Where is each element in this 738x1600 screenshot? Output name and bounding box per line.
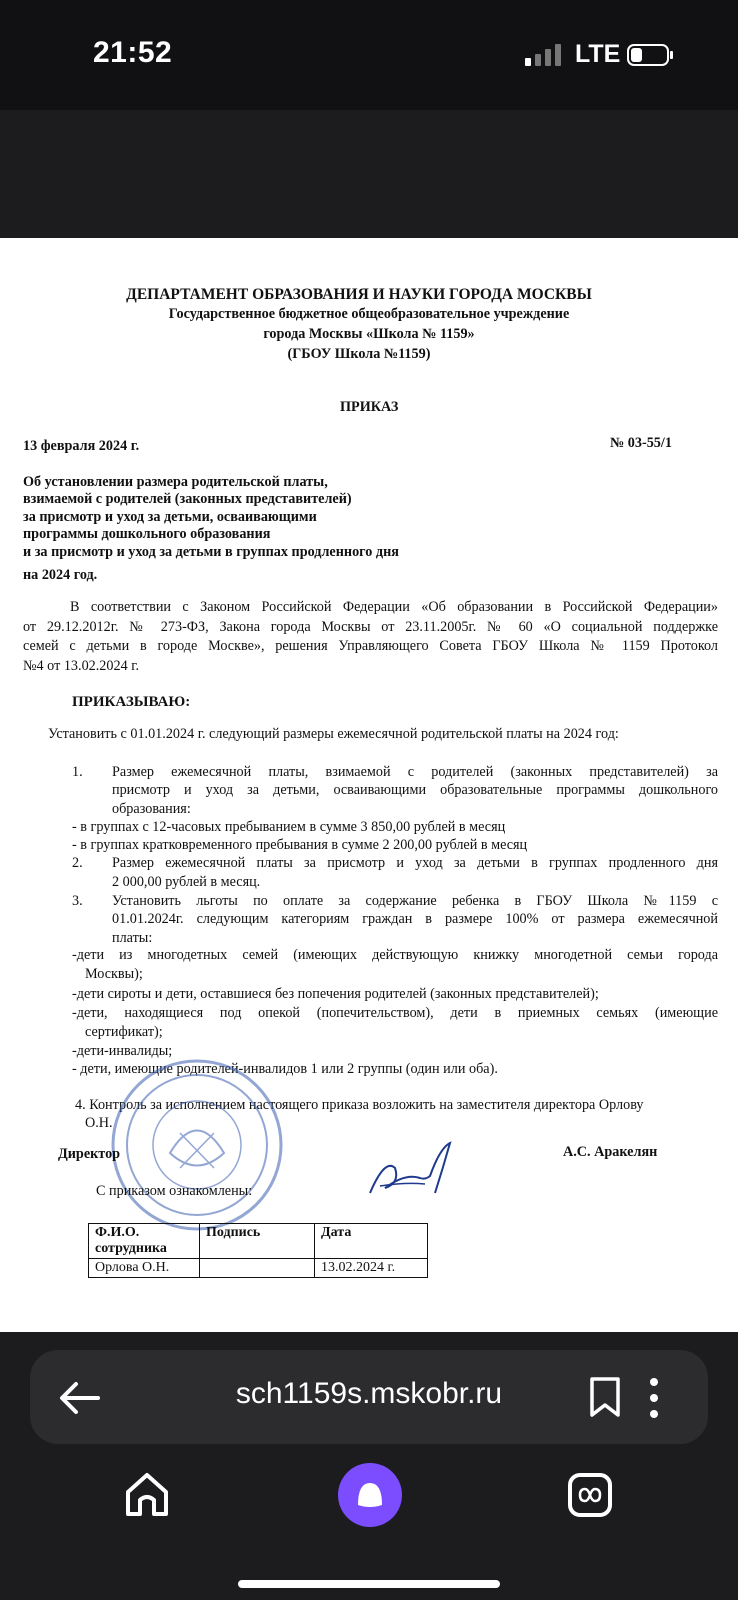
benefit-line: -дети, находящиеся под опекой (попечительством), дети в приемных семьях (имеющие [72, 1005, 718, 1021]
benefit-line: сертификат); [85, 1024, 163, 1040]
doc-header-line: Государственное бюджетное общеобразовательное учреждение [168, 306, 570, 322]
table-header-cell: Подпись [200, 1224, 315, 1259]
benefit-line: -дети сироты и дети, оставшиеся без попечения родителей (законных представителей); [72, 986, 599, 1002]
control-line: 4. Контроль за исполнением настоящего приказа возложить на заместителя директора Орлову [75, 1097, 644, 1113]
table-header-cell: Дата [315, 1224, 428, 1259]
acquainted-label: С приказом ознакомлены: [96, 1183, 253, 1199]
control-line: О.Н. [85, 1115, 113, 1131]
home-indicator[interactable] [238, 1580, 500, 1588]
doc-header-line: (ГБОУ Школа №1159) [287, 346, 431, 362]
acquaintance-table [88, 1223, 428, 1278]
doc-number: № 03-55/1 [610, 435, 672, 451]
doc-preamble-line: от 29.12.2012г. № 273-ФЗ, Закона города Москвы от 23.11.2005г. № 60 «О социальной поддержке [23, 619, 718, 635]
item-line: - в группах с 12-часовых пребыванием в сумме 3 850,00 рублей в месяц [72, 819, 506, 835]
item-line: платы: [112, 930, 153, 946]
item-line: 2 000,00 рублей в месяц. [112, 874, 261, 890]
doc-subject-line: и за присмотр и уход за детьми в группах продленного дня [23, 544, 399, 560]
status-bar [0, 0, 738, 110]
table-cell: Орлова О.Н. [89, 1259, 200, 1278]
table-header-row [89, 1224, 428, 1259]
item-line: Размер ежемесячной платы, взимаемой с родителей (законных представителей) за [112, 764, 718, 780]
doc-preamble-line: семей с детьми в городе Москве», решения Управляющего Совета ГБОУ Школа № 1159 Протокол [23, 638, 718, 654]
signature-icon [365, 1138, 465, 1203]
signal-icon [525, 44, 563, 66]
doc-title: ПРИКАЗ [340, 399, 399, 415]
doc-subject-line: на 2024 год. [23, 567, 98, 583]
benefit-line: -дети-инвалиды; [72, 1043, 173, 1059]
doc-subject-line: Об установлении размера родительской платы, [23, 474, 328, 490]
bookmark-icon[interactable] [588, 1376, 622, 1418]
doc-date: 13 февраля 2024 г. [23, 438, 140, 454]
assistant-icon [338, 1463, 402, 1527]
doc-establish-line: Установить с 01.01.2024 г. следующий размеры ежемесячной родительской платы на 2024 год: [48, 726, 619, 742]
table-row [89, 1259, 428, 1278]
benefit-line: -дети из многодетных семей (имеющих действующую книжку многодетной семьи города [72, 947, 718, 963]
more-menu-icon[interactable] [648, 1376, 660, 1420]
item-number: 3. [72, 893, 83, 909]
tabs-icon[interactable] [567, 1472, 613, 1518]
doc-subject-line: программы дошкольного образования [23, 526, 271, 542]
item-line: - в группах кратковременного пребывания в сумме 2 200,00 рублей в месяц [72, 837, 528, 853]
item-line: 01.01.2024г. следующим категориям граждан в размере 100% от размера ежемесячной [112, 911, 718, 927]
document-page[interactable] [0, 238, 738, 1332]
doc-subject-line: за присмотр и уход за детьми, осваивающими [23, 509, 317, 525]
item-number: 2. [72, 855, 83, 871]
assistant-button[interactable] [338, 1463, 402, 1527]
table-cell [200, 1259, 315, 1278]
url-text[interactable]: sch1159s.mskobr.ru [235, 1377, 503, 1410]
item-number: 1. [72, 764, 83, 780]
home-icon[interactable] [122, 1470, 172, 1520]
item-line: Установить льготы по оплате за содержание ребенка в ГБОУ Школа №1159 с [112, 893, 718, 909]
doc-preamble-line: В соответствии с Законом Российской Федерации «Об образовании в Российской Федерации» [70, 599, 718, 615]
table-cell: 13.02.2024 г. [315, 1259, 428, 1278]
official-seal-icon [110, 1058, 285, 1233]
item-line: образования: [112, 801, 191, 817]
address-bar[interactable] [30, 1350, 708, 1444]
benefit-line: - дети, имеющие родителей-инвалидов 1 или 2 группы (один или оба). [72, 1061, 498, 1077]
battery-icon [627, 44, 675, 66]
browser-top-area [0, 110, 738, 238]
item-line: присмотр и уход за детьми, осваивающими образовательные программы дошкольного [112, 782, 718, 798]
item-line: Размер ежемесячной платы за присмотр и уход за детьми в группах продленного дня [112, 855, 718, 871]
benefit-line: Москвы); [85, 966, 143, 982]
director-name: А.С. Аракелян [563, 1144, 658, 1160]
clock: 21:52 [93, 36, 173, 69]
browser-bottom-bar [0, 1332, 738, 1600]
doc-header-line: ДЕПАРТАМЕНТ ОБРАЗОВАНИЯ И НАУКИ ГОРОДА МОСКВЫ [126, 286, 592, 303]
network-type: LTE [575, 40, 621, 68]
doc-subject-line: взимаемой с родителей (законных представителей) [23, 491, 352, 507]
table-header-cell: Ф.И.О. сотрудника [89, 1224, 200, 1259]
director-label: Директор [58, 1146, 121, 1162]
doc-preamble-line: №4 от 13.02.2024 г. [23, 658, 139, 674]
doc-order-word: ПРИКАЗЫВАЮ: [72, 694, 191, 710]
doc-header-line: города Москвы «Школа № 1159» [263, 326, 475, 342]
